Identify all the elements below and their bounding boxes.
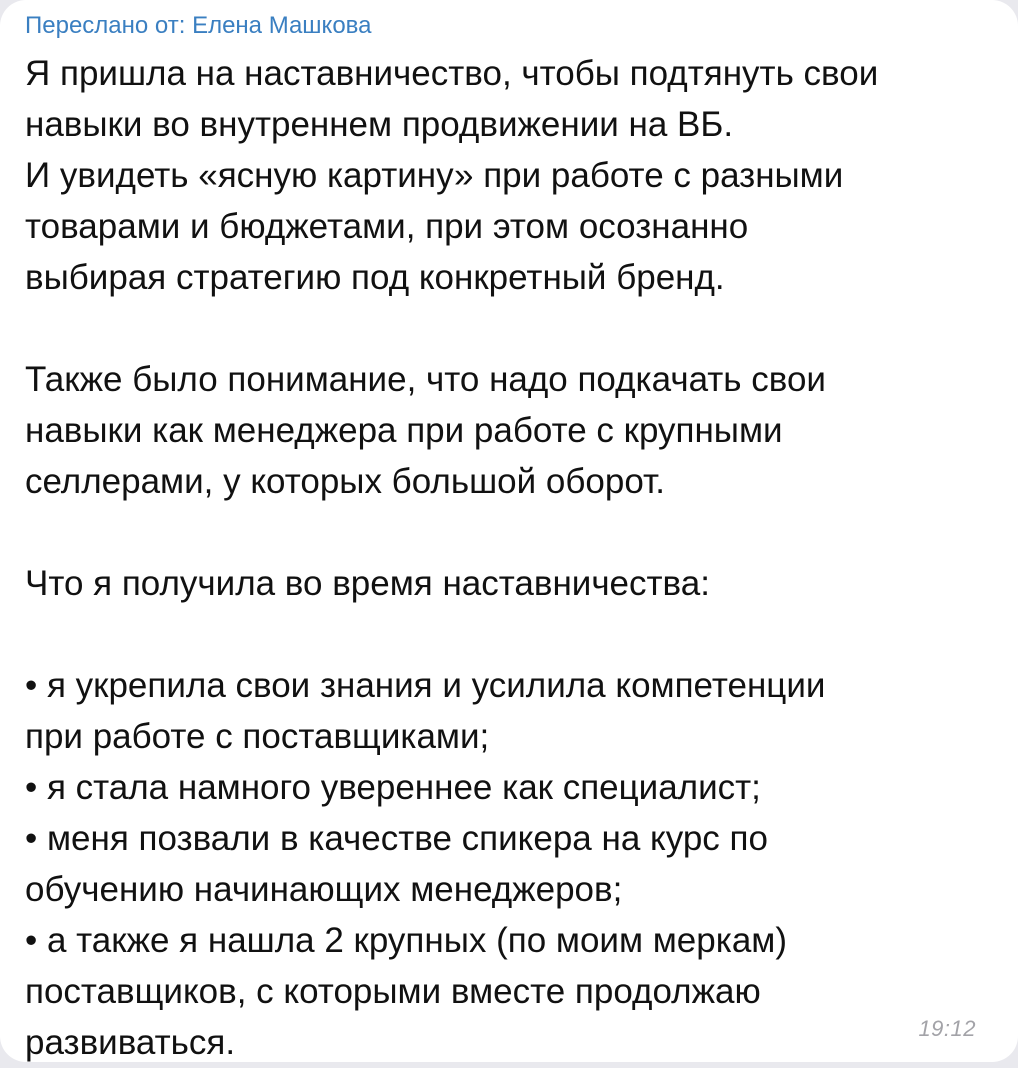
bullet-line: • я укрепила свои знания и усилила компетенции (25, 666, 826, 705)
message-line: обучению начинающих менеджеров; (25, 870, 623, 909)
message-line: выбирая стратегию под конкретный бренд. (25, 258, 725, 297)
message-line: И увидеть «ясную картину» при работе с разными (25, 156, 844, 195)
message-line: селлерами, у которых большой оборот. (25, 462, 665, 501)
message-paragraph-4 (25, 660, 984, 1068)
bullet-line: • я стала намного увереннее как специалист; (25, 768, 761, 807)
paragraph-gap (25, 507, 984, 558)
message-paragraph-2 (25, 354, 984, 507)
message-line: Что я получила во время наставничества: (25, 564, 710, 603)
message-line: поставщиков, с которыми вместе продолжаю (25, 972, 761, 1011)
message-line: Я пришла на наставничество, чтобы подтянуть свои (25, 54, 879, 93)
message-line: развиваться. (25, 1023, 236, 1062)
message-line: при работе с поставщиками; (25, 717, 490, 756)
bullet-line: • а также я нашла 2 крупных (по моим меркам) (25, 921, 788, 960)
paragraph-gap (25, 303, 984, 354)
message-line: навыки как менеджера при работе с крупными (25, 411, 783, 450)
message-line: навыки во внутреннем продвижении на ВБ. (25, 105, 734, 144)
message-paragraph-1 (25, 48, 984, 303)
message-line: Также было понимание, что надо подкачать свои (25, 360, 826, 399)
message-line: товарами и бюджетами, при этом осознанно (25, 207, 749, 246)
message-timestamp: 19:12 (918, 1016, 976, 1041)
bullet-line: • меня позвали в качестве спикера на курс по (25, 819, 768, 858)
paragraph-gap (25, 609, 984, 660)
message-paragraph-3 (25, 558, 984, 609)
forwarded-from-header[interactable]: Переслано от: Елена Машкова (25, 12, 372, 39)
